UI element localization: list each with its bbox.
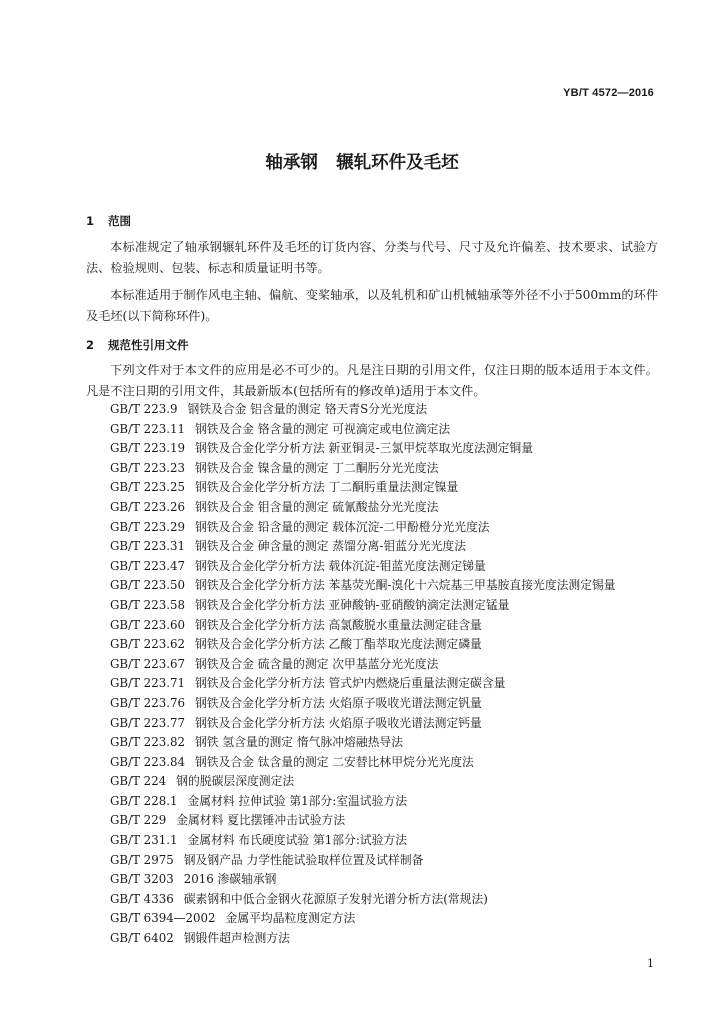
reference-title: 钢铁及合金化学分析方法 火焰原子吸收光谱法测定钙量 bbox=[194, 715, 482, 730]
reference-code: GB/T 224 bbox=[110, 774, 167, 789]
reference-item bbox=[110, 714, 616, 734]
section-1-paragraph-2: 本标准适用于制作风电主轴、偏航、变桨轴承，以及轧机和矿山机械轴承等外径不小于500mm的环件及毛坯(以下简称环件)。 bbox=[86, 288, 658, 323]
reference-code: GB/T 223.26 bbox=[110, 499, 185, 514]
reference-title: 钢的脱碳层深度测定法 bbox=[176, 774, 295, 789]
reference-item bbox=[110, 909, 616, 929]
reference-title: 钢铁及合金 铅含量的测定 载体沉淀-二甲酚橙分光光度法 bbox=[194, 519, 490, 534]
reference-item bbox=[110, 851, 616, 871]
reference-code: GB/T 231.1 bbox=[110, 833, 178, 848]
reference-code: GB/T 228.1 bbox=[110, 793, 178, 808]
reference-title: 钢铁及合金化学分析方法 新亚铜灵-三氯甲烷萃取光度法测定铜量 bbox=[194, 441, 534, 456]
reference-title: 钢铁及合金化学分析方法 亚砷酸钠-亚硝酸钠滴定法测定锰量 bbox=[194, 597, 510, 612]
reference-code: GB/T 223.58 bbox=[110, 597, 185, 612]
reference-item bbox=[110, 478, 616, 498]
reference-code: GB/T 4336 bbox=[110, 891, 174, 906]
reference-title: 钢铁及合金 铝含量的测定 铬天青S分光光度法 bbox=[187, 402, 428, 416]
reference-code: GB/T 223.60 bbox=[110, 617, 185, 632]
reference-code: GB/T 223.47 bbox=[110, 558, 185, 573]
reference-item bbox=[110, 772, 616, 792]
reference-title: 钢铁 氢含量的测定 惰气脉冲熔融热导法 bbox=[194, 735, 404, 750]
reference-code: GB/T 223.84 bbox=[110, 754, 185, 769]
section-number: 2 bbox=[86, 338, 95, 352]
reference-code: GB/T 223.9 bbox=[110, 402, 178, 416]
reference-title: 金属平均晶粒度测定方法 bbox=[225, 911, 356, 926]
reference-item bbox=[110, 655, 616, 675]
reference-code: GB/T 6402 bbox=[110, 931, 174, 946]
reference-code: GB/T 223.19 bbox=[110, 441, 185, 456]
reference-item bbox=[110, 792, 616, 812]
reference-code: GB/T 229 bbox=[110, 813, 167, 828]
reference-title: 钢铁及合金化学分析方法 苯基荧光酮-溴化十六烷基三甲基胺直接光度法测定锡量 bbox=[194, 578, 616, 593]
reference-code: GB/T 223.76 bbox=[110, 695, 185, 710]
reference-item bbox=[110, 635, 616, 655]
reference-title: 钢铁及合金化学分析方法 丁二酮肟重量法测定镍量 bbox=[194, 480, 459, 495]
reference-code: GB/T 3203 bbox=[110, 872, 174, 887]
normative-references-list bbox=[110, 400, 616, 949]
reference-code: GB/T 223.67 bbox=[110, 656, 185, 671]
section-title: 规范性引用文件 bbox=[108, 338, 189, 352]
reference-item bbox=[110, 557, 616, 577]
reference-item bbox=[110, 929, 616, 949]
reference-title: 钢铁及合金化学分析方法 管式炉内燃烧后重量法测定碳含量 bbox=[194, 676, 506, 691]
reference-item bbox=[110, 576, 616, 596]
reference-code: GB/T 223.71 bbox=[110, 676, 185, 691]
reference-title: 钢铁及合金化学分析方法 高氯酸脱水重量法测定硅含量 bbox=[194, 617, 482, 632]
reference-item bbox=[110, 733, 616, 753]
reference-title: 碳素钢和中低合金钢火花源原子发射光谱分析方法(常规法) bbox=[183, 891, 488, 906]
reference-title: 金属材料 夏比摆锤冲击试验方法 bbox=[176, 813, 346, 828]
reference-item bbox=[110, 811, 616, 831]
reference-item bbox=[110, 518, 616, 538]
reference-title: 钢铁及合金 钼含量的测定 硫氰酸盐分光光度法 bbox=[194, 499, 439, 514]
reference-item bbox=[110, 537, 616, 557]
reference-item bbox=[110, 694, 616, 714]
reference-code: GB/T 223.25 bbox=[110, 480, 185, 495]
reference-item bbox=[110, 459, 616, 479]
page-number: 1 bbox=[647, 957, 654, 970]
reference-title: 金属材料 布氏硬度试验 第1部分:试验方法 bbox=[187, 833, 407, 848]
section-2-paragraph-1: 下列文件对于本文件的应用是必不可少的。凡是注日期的引用文件，仅注日期的版本适用于本文件。凡是不注日期的引用文件，其最新版本(包括所有的修改单)适用于本文件。 bbox=[86, 363, 658, 398]
reference-title: 钢铁及合金化学分析方法 载体沉淀-钼蓝光度法测定锑量 bbox=[194, 558, 486, 573]
section-2-heading bbox=[86, 337, 189, 353]
reference-item bbox=[110, 674, 616, 694]
reference-title: 钢铁及合金化学分析方法 火焰原子吸收光谱法测定钒量 bbox=[194, 695, 482, 710]
reference-title: 钢铁及合金 硫含量的测定 次甲基蓝分光光度法 bbox=[194, 656, 439, 671]
reference-code: GB/T 223.77 bbox=[110, 715, 185, 730]
reference-title: 钢铁及合金化学分析方法 乙酸丁酯萃取光度法测定磷量 bbox=[194, 637, 482, 652]
standard-code: YB/T 4572—2016 bbox=[563, 87, 654, 99]
reference-item bbox=[110, 831, 616, 851]
reference-title: 钢及钢产品 力学性能试验取样位置及试样制备 bbox=[183, 852, 424, 867]
reference-title: 钢铁及合金 铬含量的测定 可视滴定或电位滴定法 bbox=[194, 421, 451, 436]
section-1-paragraph-1: 本标准规定了轴承钢辗轧环件及毛坯的订货内容、分类与代号、尺寸及允许偏差、技术要求、试验方法、检验规则、包装、标志和质量证明书等。 bbox=[86, 240, 658, 275]
reference-code: GB/T 223.11 bbox=[110, 421, 185, 436]
reference-title: 钢铁及合金 钛含量的测定 二安替比林甲烷分光光度法 bbox=[194, 754, 474, 769]
reference-code: GB/T 223.50 bbox=[110, 578, 185, 593]
reference-title: 2016 渗碳轴承钢 bbox=[183, 872, 277, 887]
reference-item bbox=[110, 439, 616, 459]
document-title: 轴承钢 辗轧环件及毛坯 bbox=[265, 153, 459, 173]
reference-title: 金属材料 拉伸试验 第1部分:室温试验方法 bbox=[187, 793, 407, 808]
reference-item bbox=[110, 400, 616, 420]
reference-item bbox=[110, 596, 616, 616]
section-title: 范围 bbox=[108, 214, 131, 228]
reference-code: GB/T 6394—2002 bbox=[110, 911, 216, 926]
reference-item bbox=[110, 420, 616, 440]
reference-title: 钢铁及合金 镍含量的测定 丁二酮肟分光光度法 bbox=[194, 460, 439, 475]
reference-item bbox=[110, 753, 616, 773]
reference-code: GB/T 223.62 bbox=[110, 637, 185, 652]
reference-code: GB/T 223.82 bbox=[110, 735, 185, 750]
reference-title: 钢铁及合金 砷含量的测定 蒸馏分离-钼蓝分光光度法 bbox=[194, 539, 466, 554]
reference-item bbox=[110, 870, 616, 890]
reference-code: GB/T 223.29 bbox=[110, 519, 185, 534]
reference-code: GB/T 2975 bbox=[110, 852, 174, 867]
reference-code: GB/T 223.23 bbox=[110, 460, 185, 475]
reference-title: 钢锻件超声检测方法 bbox=[183, 931, 290, 946]
reference-code: GB/T 223.31 bbox=[110, 539, 185, 554]
reference-item bbox=[110, 616, 616, 636]
section-number: 1 bbox=[86, 214, 95, 228]
section-1-heading bbox=[86, 213, 131, 229]
reference-item bbox=[110, 890, 616, 910]
reference-item bbox=[110, 498, 616, 518]
